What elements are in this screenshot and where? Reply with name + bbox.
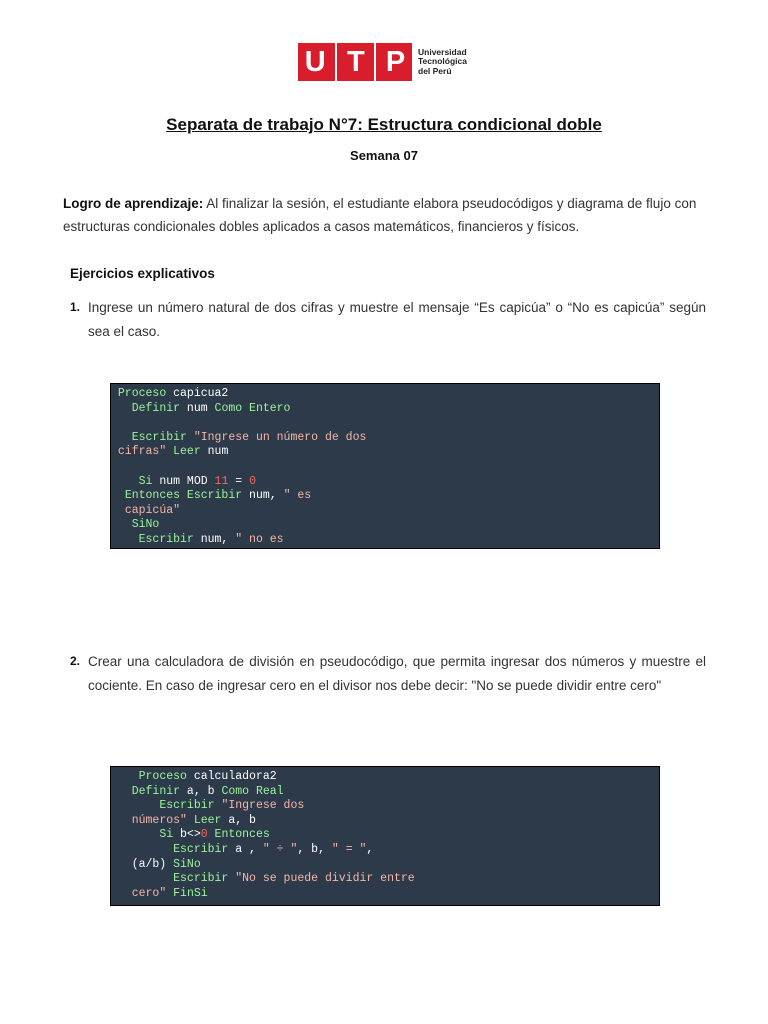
code-token: cero" [131, 886, 167, 900]
code-token: Entonces Escribir [124, 489, 243, 503]
exercise-1 [70, 296, 706, 343]
code-token: num, [193, 532, 236, 546]
code-line [111, 814, 659, 829]
code-line [111, 843, 659, 858]
code-token: b<> [173, 828, 201, 842]
code-token: Escribir [131, 430, 187, 444]
code-token: a, b [180, 784, 222, 798]
code-line [111, 416, 659, 431]
code-token [111, 387, 118, 400]
code-token: "Ingrese dos [221, 799, 305, 813]
exercise-2 [70, 650, 706, 697]
code-token: num, [242, 489, 284, 503]
learning-outcome-label: Logro de aprendizaje: [63, 196, 204, 211]
code-token [111, 814, 132, 827]
code-line [111, 445, 659, 460]
code-token [111, 445, 118, 458]
code-line [111, 858, 659, 873]
code-token: SiNo [173, 857, 201, 871]
code-token: , [366, 842, 374, 856]
code-token: num MOD [152, 474, 215, 488]
week-label: Semana 07 [350, 148, 418, 163]
logo-text-line: Universidad [418, 46, 467, 57]
code-token: capicua2 [166, 387, 229, 400]
code-token [111, 770, 139, 783]
exercise-number: 2. [70, 654, 81, 668]
code-token: calculadora2 [186, 770, 277, 783]
code-token: Escribir [159, 799, 215, 813]
code-token: a, b [221, 813, 256, 827]
code-token: Si [159, 828, 174, 842]
code-token: " es [283, 489, 312, 503]
code-line [111, 887, 659, 902]
code-token: "No se puede dividir entre [235, 872, 415, 886]
code-token [111, 489, 125, 502]
code-token [111, 843, 173, 856]
code-token: Escribir [173, 872, 229, 886]
code-token: Como Real [221, 784, 284, 798]
code-token: , b, [297, 842, 332, 856]
code-token: Como Entero [214, 401, 291, 415]
code-token [111, 533, 139, 546]
code-token: SiNo [131, 518, 160, 532]
section-title: Ejercicios explicativos [70, 266, 215, 281]
code-block-2 [110, 766, 660, 906]
code-line [111, 489, 659, 504]
logo-box [298, 43, 412, 81]
code-block-1 [110, 383, 660, 549]
code-token: Definir [131, 784, 181, 798]
code-line [111, 785, 659, 800]
document-title: Separata de trabajo N°7: Estructura condicional doble [166, 115, 602, 134]
exercise-text: Ingrese un número natural de dos cifras y muestre el mensaje “Es capicúa” o “No es capicúa” según sea el caso. [88, 300, 706, 339]
utp-logo [298, 43, 467, 81]
code-token [111, 402, 132, 415]
code-token: Entonces [214, 828, 270, 842]
code-line [111, 460, 659, 475]
exercise-number: 1. [70, 300, 81, 314]
logo-text-line: Tecnológica [418, 56, 467, 67]
logo-text [418, 48, 467, 77]
code-line [111, 387, 659, 402]
code-token: " ÷ " [262, 842, 298, 856]
code-token: Definir [131, 401, 181, 415]
logo-letter-u: U [304, 46, 326, 78]
code-token: cifras" [117, 445, 167, 459]
code-token: num [180, 401, 215, 415]
code-token: a , [228, 842, 263, 856]
code-token: Leer [173, 445, 201, 459]
logo-divider [335, 43, 337, 81]
code-token: 0 [249, 474, 256, 488]
code-token: num [200, 445, 229, 459]
code-token: " = " [331, 842, 367, 856]
code-token [111, 828, 159, 841]
logo-letter-p: P [385, 46, 406, 78]
learning-outcome-text: Al finalizar la sesión, el estudiante elabora pseudocódigos y diagrama de flujo con estructuras condicionales dobles aplicados a casos matemáticos, financieros y físicos. [63, 196, 697, 234]
code-line [111, 770, 659, 785]
code-token: Escribir [173, 842, 229, 856]
code-token: "Ingrese un número de dos [193, 430, 367, 444]
code-token: Escribir [138, 532, 194, 546]
code-token: números" [131, 813, 187, 827]
code-line [111, 475, 659, 490]
code-token [111, 431, 132, 444]
code-line [111, 518, 659, 533]
code-line [111, 504, 659, 519]
code-token [111, 785, 132, 798]
code-token [111, 872, 173, 885]
learning-outcome [63, 192, 706, 238]
code-line [111, 402, 659, 417]
code-token [187, 814, 194, 827]
code-token: Proceso [138, 770, 187, 783]
code-token [208, 828, 215, 841]
code-line [111, 799, 659, 814]
code-token: Si [138, 474, 153, 488]
code-token: (a/b) [111, 857, 174, 871]
code-token [187, 431, 194, 444]
code-line [111, 533, 659, 548]
code-token: = [228, 474, 250, 488]
code-token: Proceso [117, 387, 167, 400]
code-token [111, 518, 132, 531]
code-token: FinSi [173, 886, 208, 900]
code-token: " no es [235, 532, 284, 546]
code-line [111, 828, 659, 843]
logo-letter-t: T [346, 46, 365, 78]
code-token [111, 475, 139, 488]
code-token: capicúa" [124, 503, 181, 517]
code-token: Leer [193, 813, 222, 827]
code-token: 11 [214, 474, 229, 488]
code-line [111, 872, 659, 887]
code-token [111, 799, 159, 812]
logo-divider [374, 43, 376, 81]
code-line [111, 431, 659, 446]
logo-text-line: del Perú [418, 65, 452, 76]
code-token: 0 [200, 828, 208, 842]
code-token [111, 504, 125, 517]
exercise-text: Crear una calculadora de división en pseudocódigo, que permita ingresar dos números y muestre el cociente. En caso de ingresar cero en el divisor nos debe decir: "No se puede dividir entre cero" [88, 654, 706, 693]
code-token [111, 887, 132, 900]
